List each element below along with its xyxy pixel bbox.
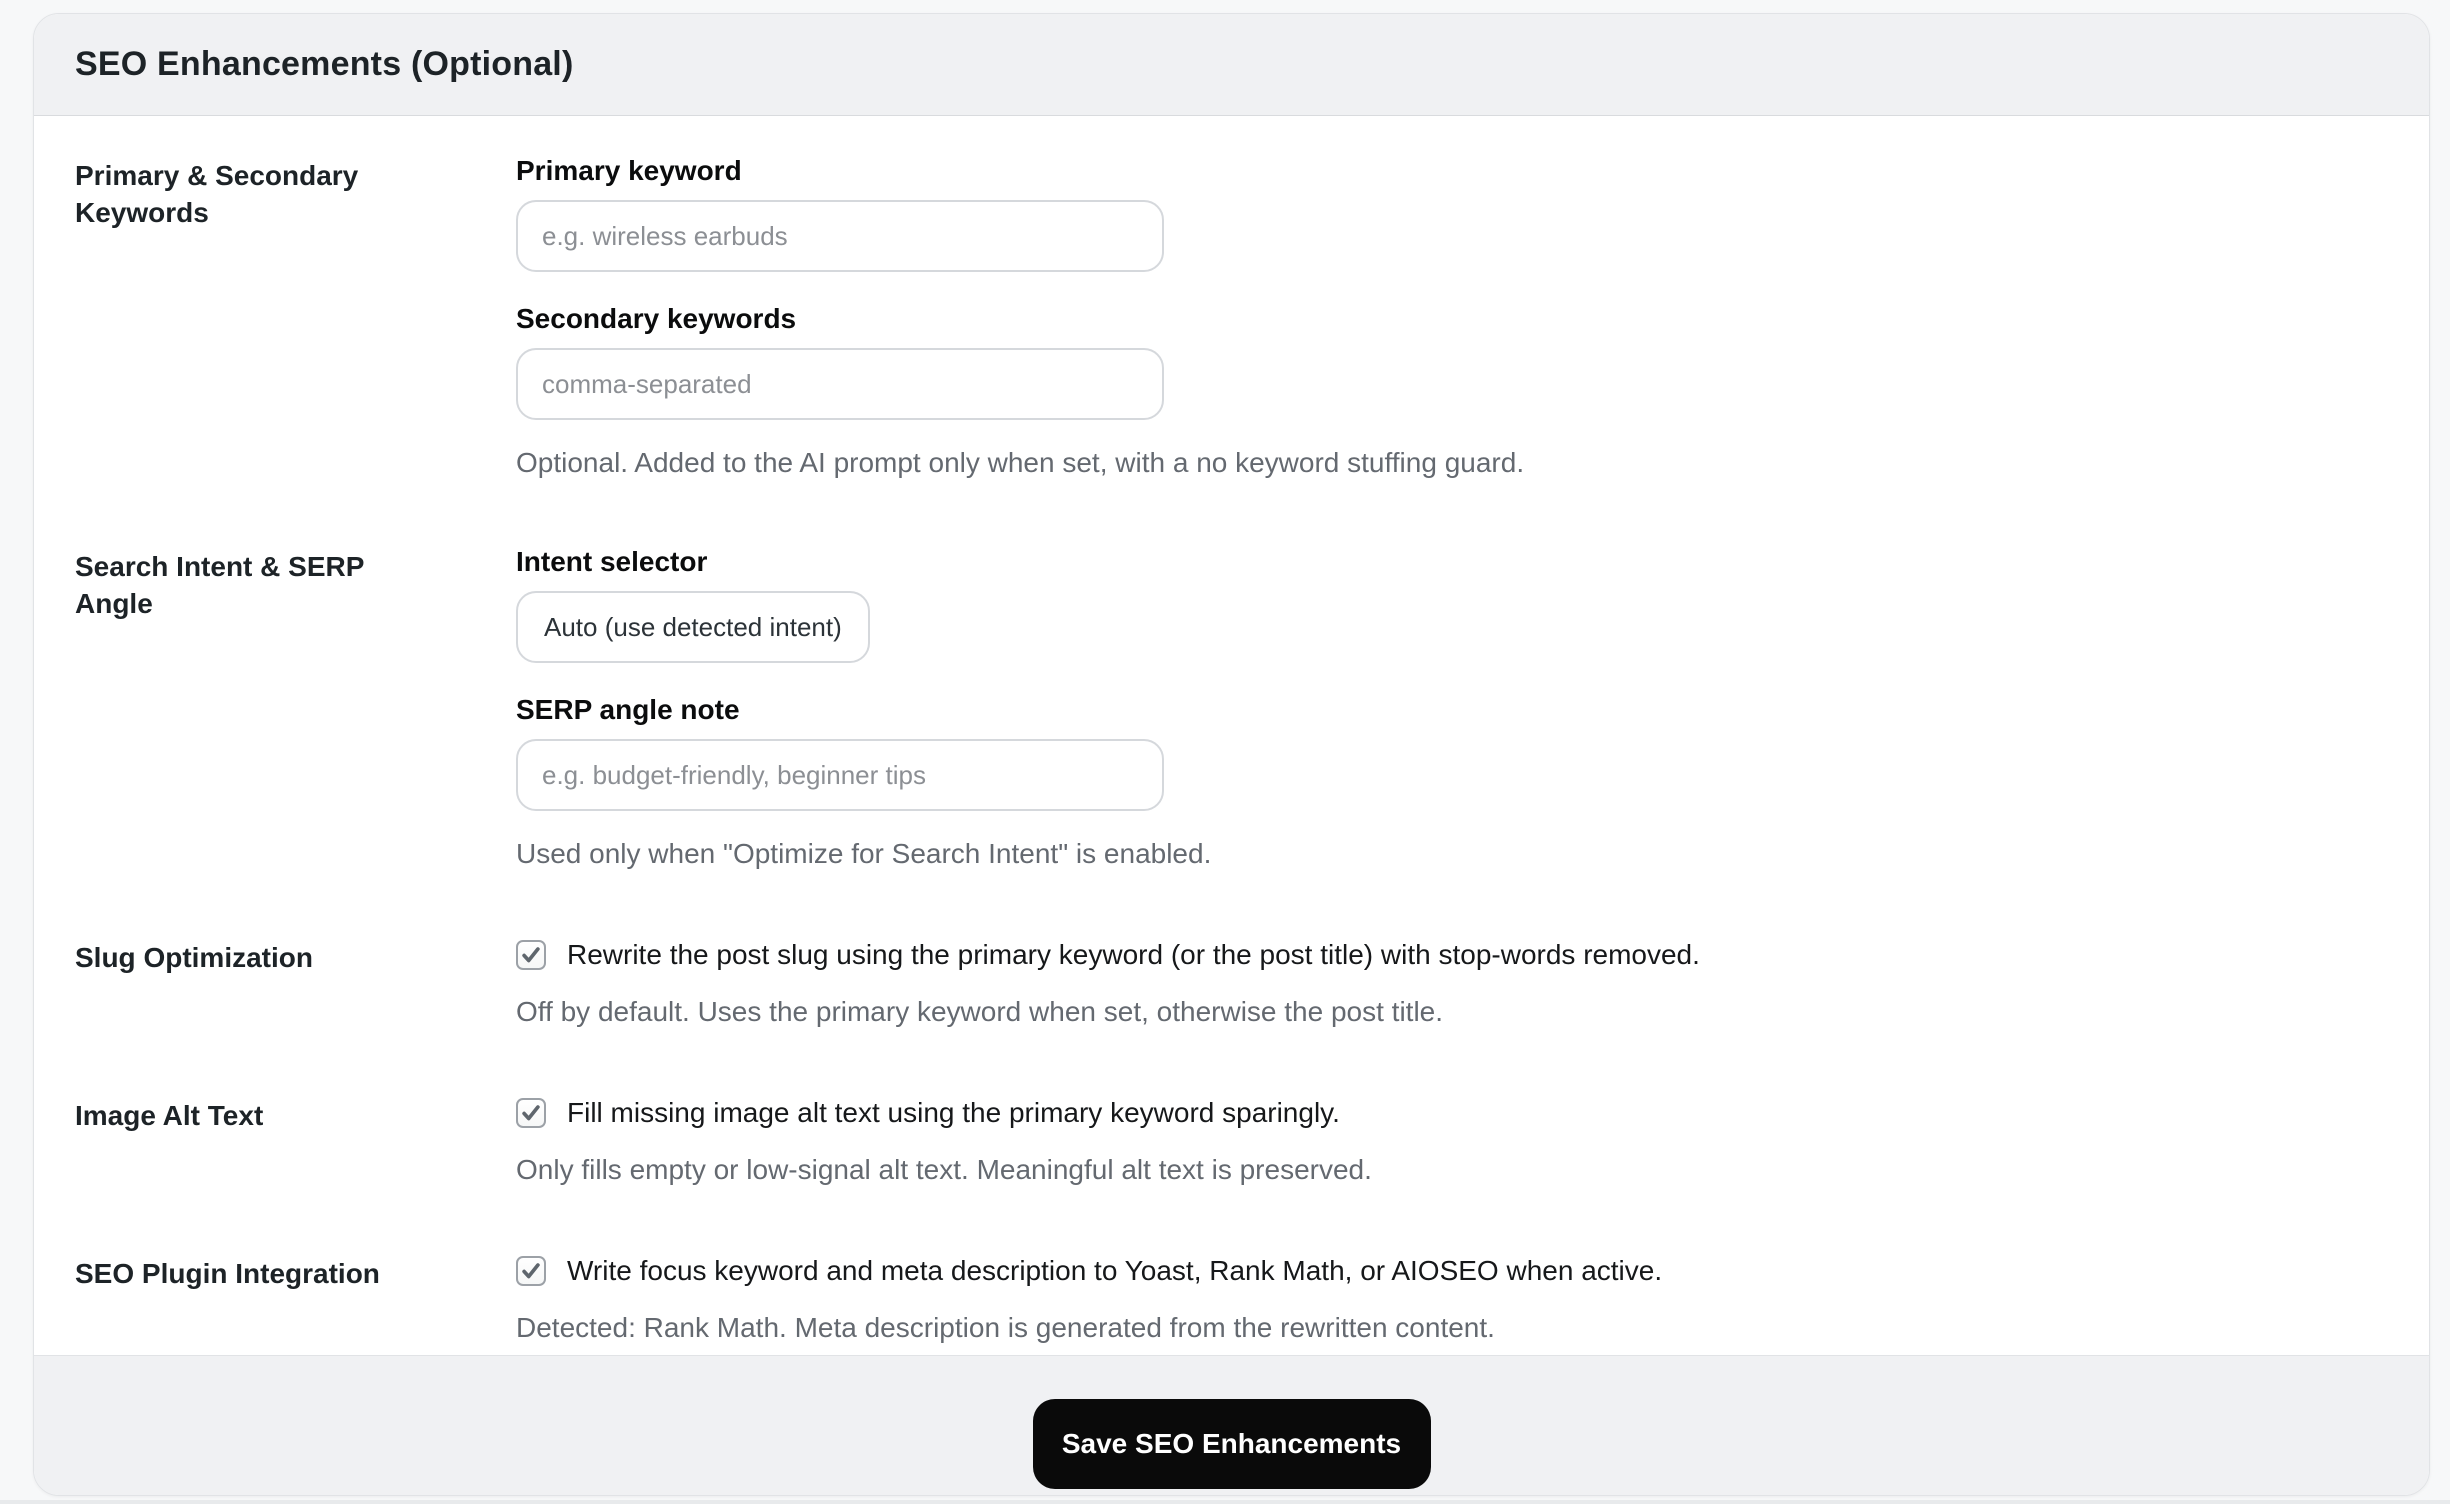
page-bottom-divider bbox=[0, 1500, 2450, 1504]
plugin-checkbox[interactable] bbox=[516, 1256, 546, 1286]
seo-enhancements-card bbox=[33, 13, 2430, 1496]
row-label-slug: Slug Optimization bbox=[75, 942, 313, 973]
card-header bbox=[34, 14, 2429, 116]
settings-row-intent bbox=[75, 546, 2381, 871]
row-label-plugin: SEO Plugin Integration bbox=[75, 1258, 380, 1289]
secondary-keywords-label: Secondary keywords bbox=[516, 303, 797, 334]
alt-text-checkbox-label: Fill missing image alt text using the primary keyword sparingly. bbox=[567, 1097, 1340, 1128]
plugin-checkbox-row[interactable] bbox=[516, 1253, 2381, 1289]
slug-checkbox-label: Rewrite the post slug using the primary keyword (or the post title) with stop-words removed. bbox=[567, 939, 1700, 970]
row-label-keywords: Primary & Secondary Keywords bbox=[75, 160, 359, 228]
primary-keyword-input[interactable] bbox=[516, 200, 1164, 272]
slug-helper-text: Off by default. Uses the primary keyword when set, otherwise the post title. bbox=[516, 996, 1444, 1027]
card-body bbox=[34, 116, 2429, 1355]
save-seo-enhancements-button[interactable]: Save SEO Enhancements bbox=[1033, 1399, 1431, 1489]
intent-helper-text: Used only when "Optimize for Search Intent" is enabled. bbox=[516, 838, 1212, 869]
check-icon bbox=[520, 944, 542, 966]
settings-row-plugin bbox=[75, 1253, 2381, 1345]
serp-angle-note-input[interactable] bbox=[516, 739, 1164, 811]
card-title: SEO Enhancements (Optional) bbox=[75, 45, 574, 83]
intent-selector-label: Intent selector bbox=[516, 546, 708, 577]
row-label-intent: Search Intent & SERP Angle bbox=[75, 551, 364, 619]
slug-checkbox-row[interactable] bbox=[516, 937, 2381, 973]
alt-text-checkbox[interactable] bbox=[516, 1098, 546, 1128]
keywords-helper-text: Optional. Added to the AI prompt only when set, with a no keyword stuffing guard. bbox=[516, 447, 1525, 478]
plugin-checkbox-label: Write focus keyword and meta description to Yoast, Rank Math, or AIOSEO when active. bbox=[567, 1255, 1663, 1286]
serp-angle-note-label: SERP angle note bbox=[516, 694, 740, 725]
slug-checkbox[interactable] bbox=[516, 940, 546, 970]
check-icon bbox=[520, 1102, 542, 1124]
settings-row-slug bbox=[75, 937, 2381, 1029]
alt-text-checkbox-row[interactable] bbox=[516, 1095, 2381, 1131]
plugin-helper-text: Detected: Rank Math. Meta description is generated from the rewritten content. bbox=[516, 1312, 1495, 1343]
settings-row-keywords bbox=[75, 155, 2381, 480]
card-footer bbox=[34, 1355, 2429, 1496]
intent-select[interactable] bbox=[516, 591, 870, 663]
settings-row-alt-text bbox=[75, 1095, 2381, 1187]
secondary-keywords-input[interactable] bbox=[516, 348, 1164, 420]
alt-text-helper-text: Only fills empty or low-signal alt text. Meaningful alt text is preserved. bbox=[516, 1154, 1372, 1185]
row-label-alt-text: Image Alt Text bbox=[75, 1100, 264, 1131]
check-icon bbox=[520, 1260, 542, 1282]
primary-keyword-label: Primary keyword bbox=[516, 155, 742, 186]
